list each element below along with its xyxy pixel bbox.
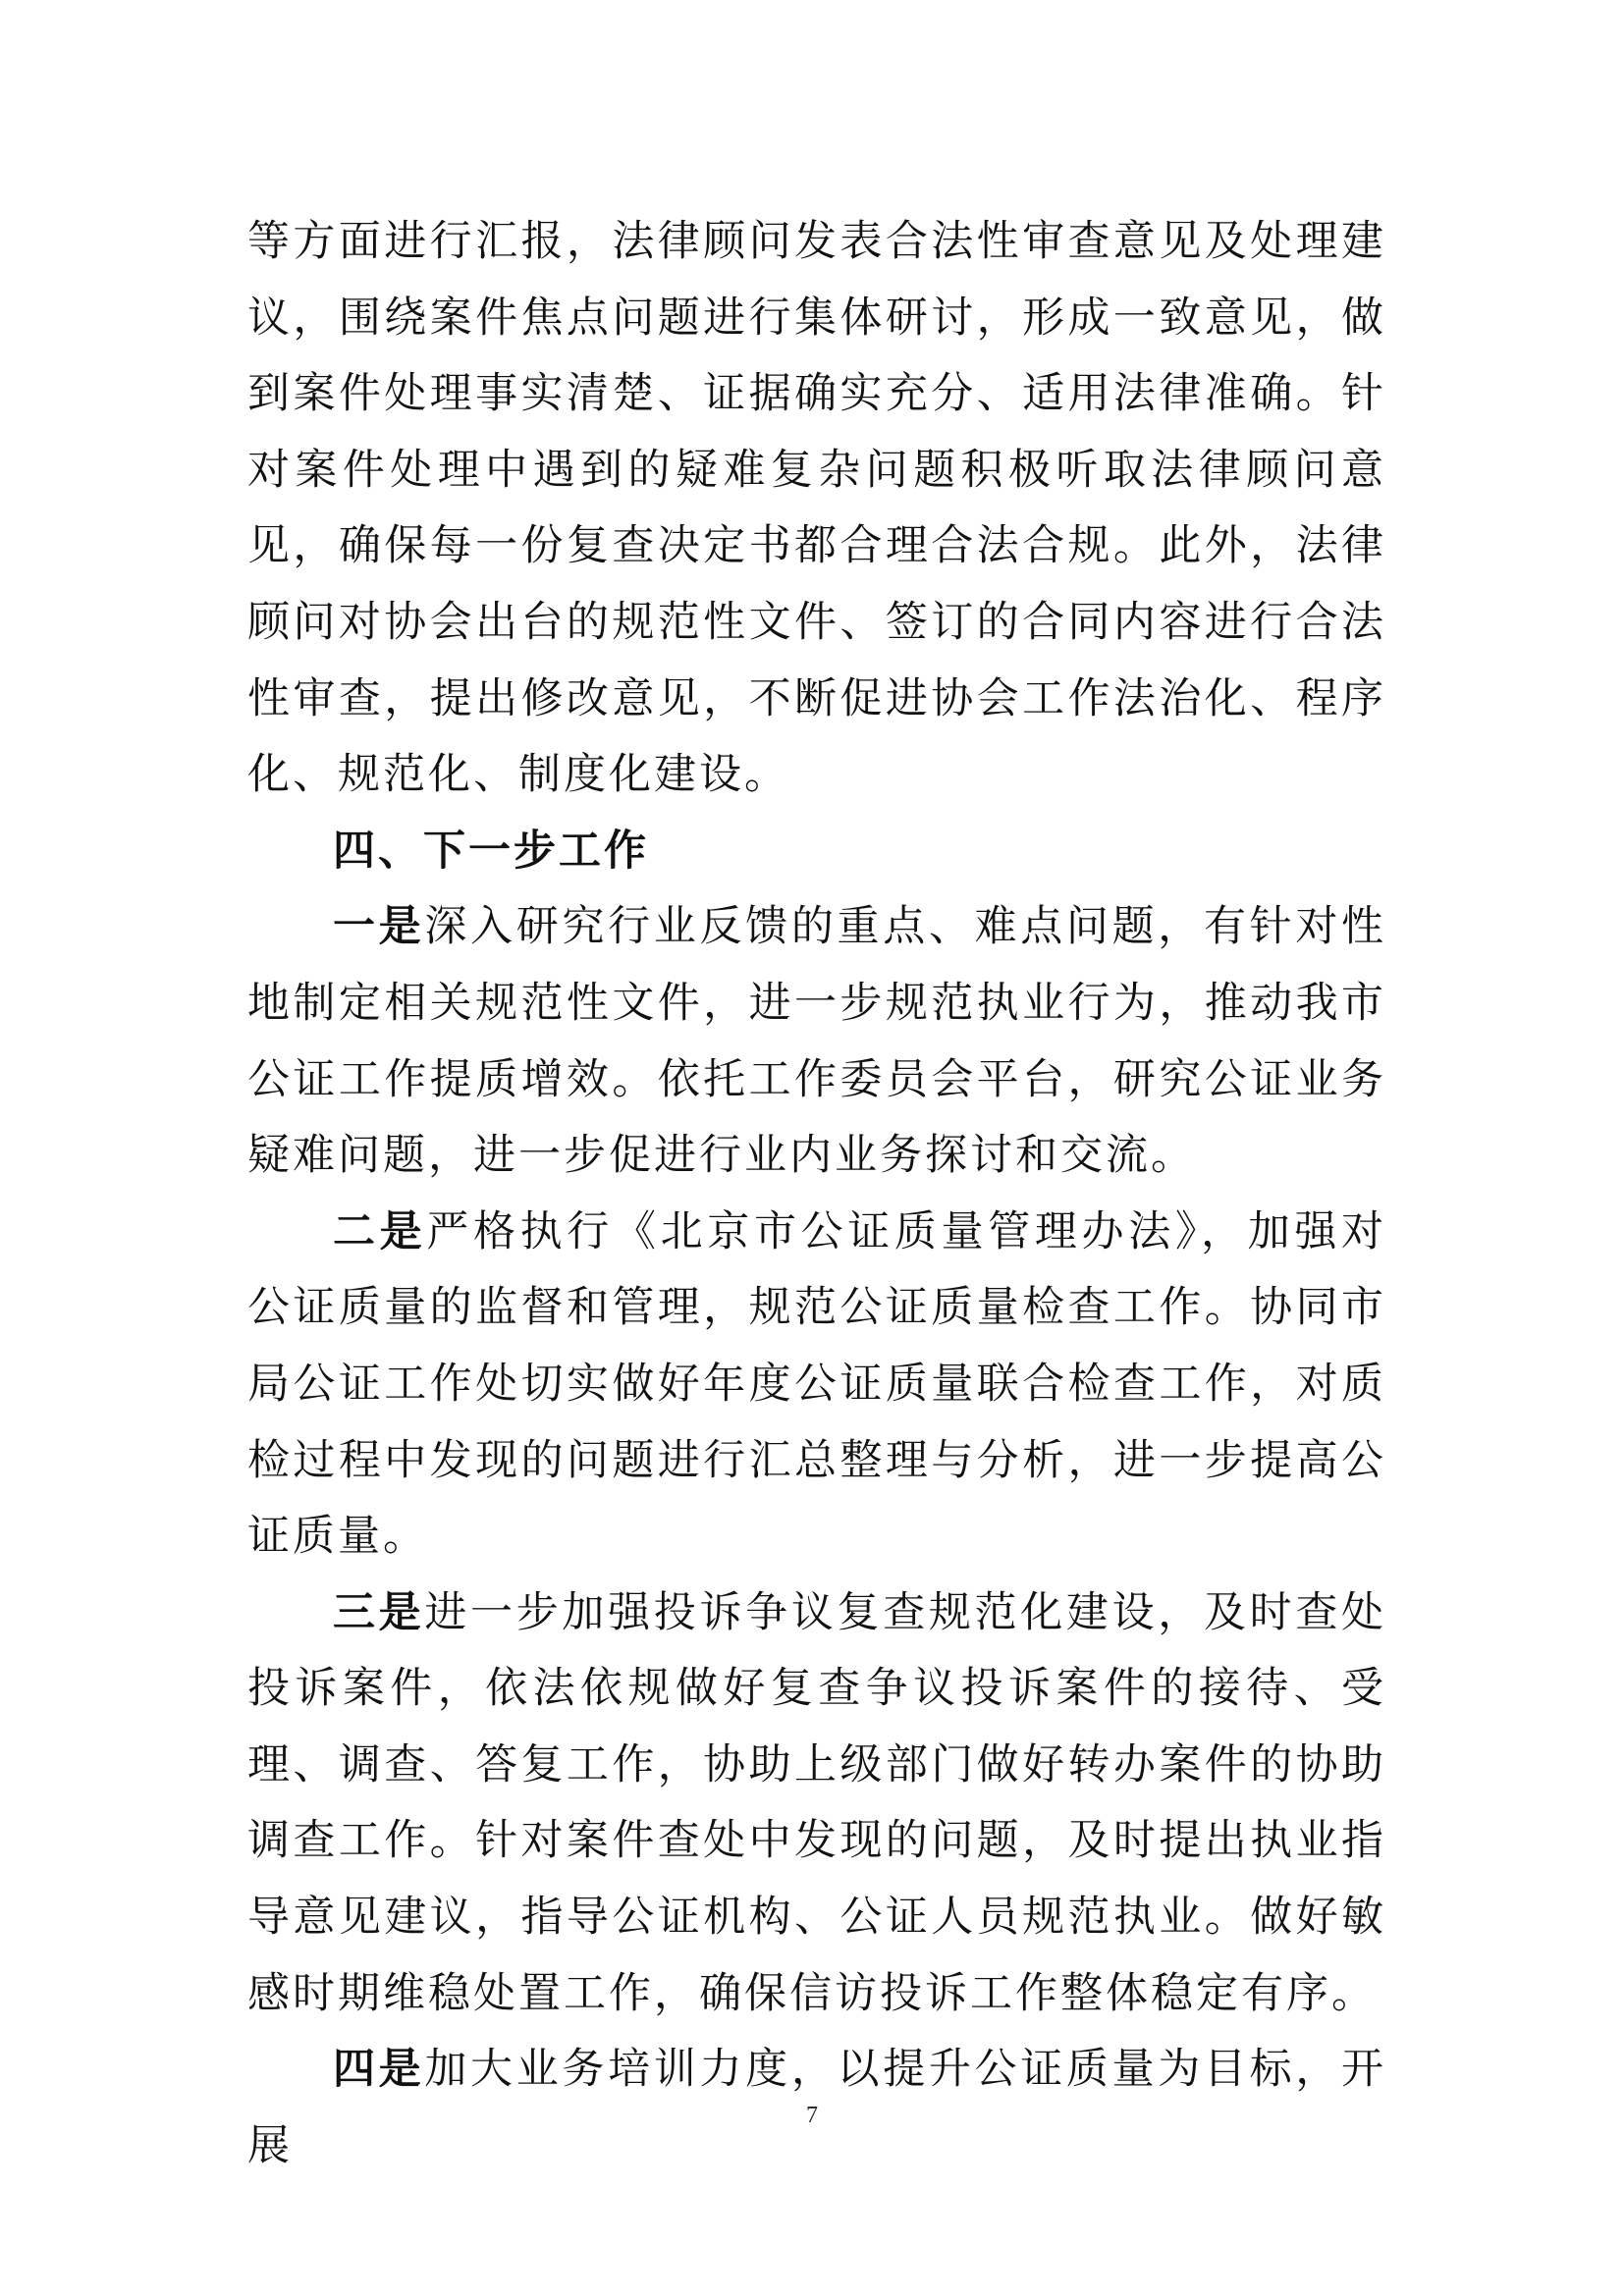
item-text-1: 深入研究行业反馈的重点、难点问题，有针对性地制定相关规范性文件，进一步规范执业行为，推动我市公证工作提质增效。依托工作委员会平台，研究公证业务疑难问题，进一步促进行业内业务探讨和交流。 [247,902,1387,1181]
item-paragraph-2 [247,1195,1386,1575]
item-lead-1: 一是 [333,902,425,952]
item-text-3: 进一步加强投诉争议复查规范化建设，及时查处投诉案件，依法依规做好复查争议投诉案件的接待、受理、调查、答复工作，协助上级部门做好转办案件的协助调查工作。针对案件查处中发现的问题，及时提出执业指导意见建议，指导公证机构、公证人员规范执业。做好敏感时期维稳处置工作，确保信访投诉工作整体稳定有序。 [247,1587,1387,2018]
item-lead-2: 二是 [333,1206,427,1256]
section-heading: 四、下一步工作 [333,826,649,876]
document-body [247,204,1386,2184]
page-number: 7 [806,2103,818,2128]
item-lead-4: 四是 [333,2045,425,2095]
item-text-4: 加大业务培训力度，以提升公证质量为目标，开展 [247,2045,1387,2170]
continued-paragraph: 等方面进行汇报，法律顾问发表合法性审查意见及处理建议，围绕案件焦点问题进行集体研讨，形成一致意见，做到案件处理事实清楚、证据确实充分、适用法律准确。针对案件处理中遇到的疑难复杂问题积极听取法律顾问意见，确保每一份复查决定书都合理合法合规。此外，法律顾问对协会出台的规范性文件、签订的合同内容进行合法性审查，提出修改意见，不断促进协会工作法治化、程序化、规范化、制度化建设。 [247,217,1386,800]
item-lead-3: 三是 [333,1587,425,1637]
item-text-2: 严格执行《北京市公证质量管理办法》，加强对公证质量的监督和管理，规范公证质量检查工作。协同市局公证工作处切实做好年度公证质量联合检查工作，对质检过程中发现的问题进行汇总整理与分析，进一步提高公证质量。 [247,1206,1387,1562]
item-paragraph-1 [247,889,1386,1194]
item-paragraph-3 [247,1575,1386,2033]
